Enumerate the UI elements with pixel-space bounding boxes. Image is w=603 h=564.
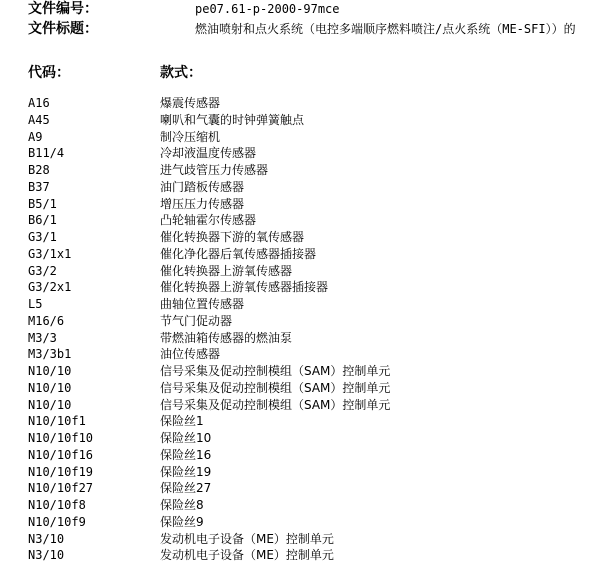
list-item (0, 279, 603, 296)
list-item (0, 330, 603, 347)
component-code: G3/1 (28, 230, 57, 244)
component-description: 信号采集及促动控制模组（SAM）控制单元 (160, 364, 391, 378)
component-code: M16/6 (28, 313, 65, 328)
list-item (0, 464, 603, 481)
list-item (0, 430, 603, 447)
component-code: N10/10f9 (28, 514, 86, 529)
component-description: 信号采集及促动控制模组（SAM）控制单元 (160, 397, 391, 412)
component-description: 信号采集及促动控制模组（SAM）控制单元 (160, 380, 391, 395)
component-code: B28 (28, 163, 50, 177)
component-code: N10/10f8 (28, 498, 86, 512)
component-code: G3/2 (28, 263, 57, 278)
column-header-code: 代码： (28, 65, 70, 81)
list-item (0, 162, 603, 179)
list-item (0, 196, 603, 213)
list-item (0, 296, 603, 313)
component-description: 催化转换器下游的氧传感器 (160, 230, 305, 244)
list-item (0, 212, 603, 229)
doc-number-label: 文件编号： (28, 1, 98, 17)
list-item (0, 346, 603, 363)
list-item (0, 95, 603, 112)
list-item (0, 514, 603, 531)
component-description: 保险丝16 (160, 447, 212, 462)
component-description: 催化净化器后氧传感器插接器 (160, 246, 317, 261)
component-description: 喇叭和气囊的时钟弹簧触点 (160, 112, 305, 127)
component-code: M3/3b1 (28, 347, 72, 362)
component-code: M3/3 (28, 330, 57, 345)
component-description: 保险丝19 (160, 464, 212, 479)
component-code: N10/10f19 (28, 464, 94, 479)
component-description: 催化转换器上游氧传感器插接器 (160, 280, 329, 295)
component-description: 油位传感器 (160, 347, 221, 362)
list-item (0, 145, 603, 162)
component-code: B37 (28, 179, 50, 194)
component-description: 曲轴位置传感器 (160, 297, 245, 311)
component-description: 保险丝10 (160, 431, 212, 445)
list-item (0, 246, 603, 263)
component-code: A16 (28, 96, 50, 110)
list-item (0, 263, 603, 280)
component-code: N10/10f10 (28, 431, 94, 445)
component-code: N10/10f27 (28, 481, 94, 496)
list-item (0, 480, 603, 497)
list-item (0, 531, 603, 548)
list-item (0, 447, 603, 464)
list-item (0, 129, 603, 146)
list-item (0, 313, 603, 330)
component-code: B5/1 (28, 196, 57, 211)
column-header-description: 款式： (160, 65, 202, 81)
list-item (0, 179, 603, 196)
component-description: 冷却液温度传感器 (160, 146, 257, 161)
component-code: G3/2x1 (28, 280, 72, 295)
component-description: 油门踏板传感器 (160, 179, 245, 194)
list-item (0, 397, 603, 414)
component-description: 保险丝27 (160, 481, 212, 496)
component-code: N10/10 (28, 364, 72, 378)
component-description: 发动机电子设备（ME）控制单元 (160, 531, 334, 546)
component-description: 凸轮轴霍尔传感器 (160, 213, 257, 228)
list-item (0, 497, 603, 514)
component-code: B11/4 (28, 146, 65, 161)
component-code: N10/10 (28, 397, 72, 412)
list-item (0, 380, 603, 397)
doc-title-label: 文件标题： (28, 21, 98, 37)
component-code: N10/10f16 (28, 447, 94, 462)
component-code: G3/1x1 (28, 246, 72, 261)
list-item (0, 413, 603, 430)
component-code: A45 (28, 112, 50, 127)
component-description: 带燃油箱传感器的燃油泵 (160, 330, 293, 345)
component-description: 发动机电子设备（ME）控制单元 (160, 548, 334, 563)
component-description: 催化转换器上游氧传感器 (160, 263, 293, 278)
list-item (0, 229, 603, 246)
doc-number-value: pe07.61-p-2000-97mce (195, 2, 340, 16)
component-description: 保险丝8 (160, 498, 204, 512)
component-code: L5 (28, 297, 43, 311)
doc-title-value: 燃油喷射和点火系统（电控多端顺序燃料喷注/点火系统（ME-SFI））的 (195, 22, 576, 36)
component-code: B6/1 (28, 213, 57, 228)
component-description: 爆震传感器 (160, 96, 221, 110)
component-description: 增压压力传感器 (160, 196, 245, 211)
list-item (0, 112, 603, 129)
list-item (0, 547, 603, 564)
component-description: 进气歧管压力传感器 (160, 163, 269, 177)
component-description: 保险丝9 (160, 514, 204, 529)
component-code: N3/10 (28, 531, 65, 546)
component-code: A9 (28, 129, 43, 144)
list-item (0, 363, 603, 380)
component-code: N3/10 (28, 548, 65, 563)
component-code: N10/10f1 (28, 414, 86, 429)
component-description: 制冷压缩机 (160, 129, 221, 144)
component-list (0, 95, 603, 564)
component-code: N10/10 (28, 380, 72, 395)
component-description: 节气门促动器 (160, 313, 233, 328)
component-description: 保险丝1 (160, 414, 204, 429)
